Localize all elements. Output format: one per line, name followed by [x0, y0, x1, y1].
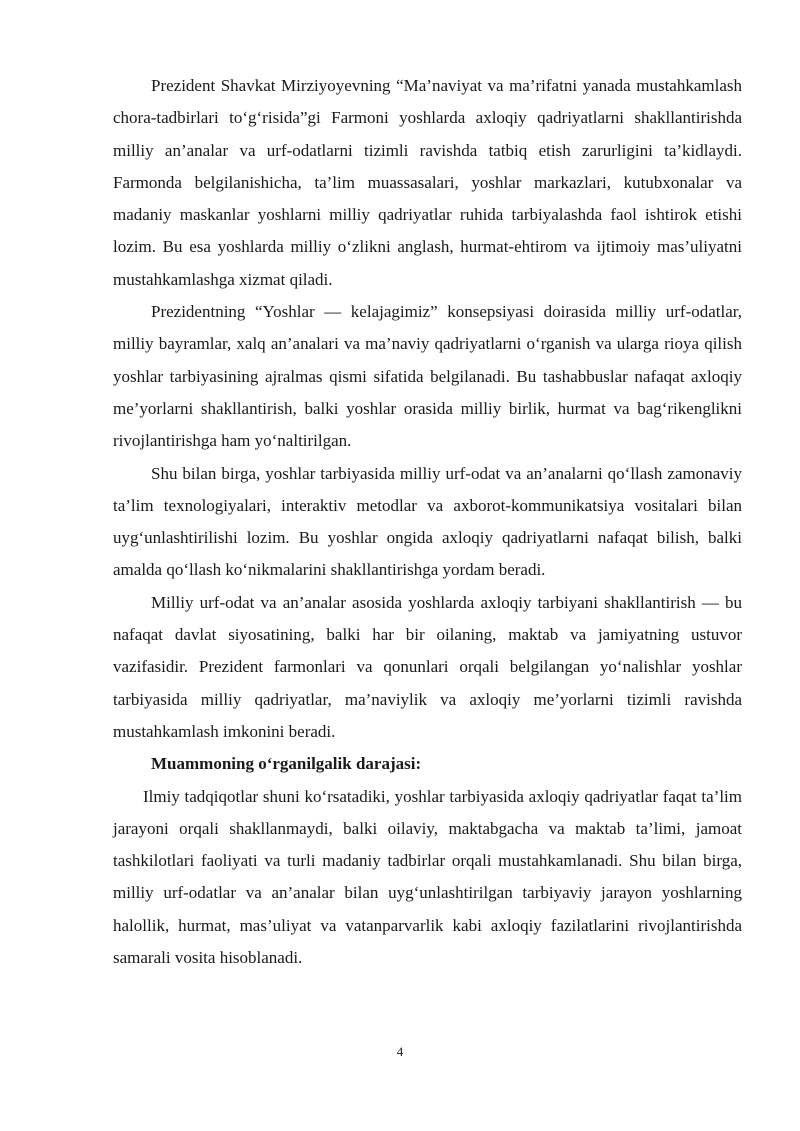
- paragraph-vazifa: Milliy urf-odat va an’analar asosida yoshlarda axloqiy tarbiyani shakllantirish — bu nafaqat davlat siyosatining, balki har bir oilaning, maktab va jamiyatning ustuvor vazifasidir. Prezident farmonlari va qonunlari orqali belgilangan yo‘nalishlar yoshlar tarbiyasida milliy qadriyatlar, ma’naviylik va axloqiy me’yorlarni tizimli ravishda mustahkamlash imkonini beradi.: [113, 592, 742, 741]
- paragraph-konsepsiya: Prezidentning “Yoshlar — kelajagimiz” konsepsiyasi doirasida milliy urf-odatlar, milliy bayramlar, xalq an’analari va ma’naviy qadriyatlarni o‘rganish va ularga rioya qilish yoshlar tarbiyasining ajralmas qismi sifatida belgilanadi. Bu tashabbuslar nafaqat axloqiy me’yorlarni shakllantirish, balki yoshlar orasida milliy birlik, hurmat va bag‘rikenglikni rivojlantirishga ham yo‘naltirilgan.: [113, 302, 742, 451]
- paragraph-texnologiyalar: Shu bilan birga, yoshlar tarbiyasida milliy urf-odat va an’analarni qo‘llash zamonaviy ta’lim texnologiyalari, interaktiv metodlar va axborot-kommunikatsiya vositalari bilan uyg‘unlashtirilishi lozim. Bu yoshlar ongida axloqiy qadriyatlarni nafaqat bilish, balki amalda qo‘llash ko‘nikmalarini shakllantirishga yordam beradi.: [113, 463, 742, 580]
- page-number: 4: [396, 1044, 404, 1059]
- paragraph-tadqiqotlar: Ilmiy tadqiqotlar shuni ko‘rsatadiki, yoshlar tarbiyasida axloqiy qadriyatlar faqat ta’lim jarayoni orqali shakllanmaydi, balki oilaviy, maktabgacha va maktab ta’limi, jamoat tashkilotlari faoliyati va turli madaniy tadbirlar orqali mustahkamlanadi. Shu bilan birga, milliy urf-odatlar va an’analar bilan uyg‘unlashtirilgan tarbiyaviy jarayon yoshlarning halollik, hurmat, mas’uliyat va vatanparvarlik kabi axloqiy fazilatlarini rivojlantirishda samarali vosita hisoblanadi.: [113, 786, 742, 968]
- paragraph-farmon: Prezident Shavkat Mirziyoyevning “Ma’naviyat va ma’rifatni yanada mustahkamlash chora-tadbirlari to‘g‘risida”gi Farmoni yoshlarda axloqiy qadriyatlarni shakllantirishda milliy an’analar va urf-odatlarni tizimli ravishda tatbiq etish zarurligini ta’kidlaydi. Farmonda belgilanishicha, ta’lim muassasalari, yoshlar markazlari, kutubxonalar va madaniy maskanlar yoshlarni milliy qadriyatlar ruhida tarbiyalashda faol ishtirok etishi lozim. Bu esa yoshlarda milliy o‘zlikni anglash, hurmat-ehtirom va ijtimoiy mas’uliyatni mustahkamlashga xizmat qiladi.: [113, 76, 742, 289]
- section-heading: Muammoning o‘rganilgalik darajasi:: [151, 754, 422, 774]
- document-page: [113, 70, 742, 974]
